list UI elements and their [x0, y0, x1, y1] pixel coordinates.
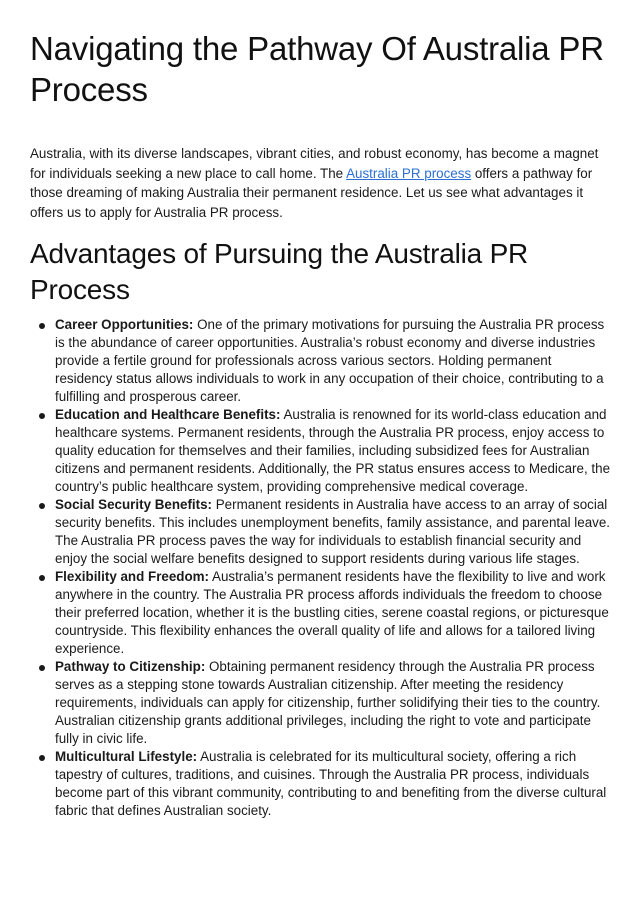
item-label: Social Security Benefits:	[55, 497, 213, 513]
item-label: Pathway to Citizenship:	[55, 659, 206, 675]
list-item-multicultural-lifestyle	[30, 748, 610, 820]
bullet-icon	[39, 755, 45, 761]
bullet-icon	[39, 503, 45, 509]
intro-text-after-link: offers a pathway for those dreaming of making Australia their permanent residence. Let us see what advantages it offers us to apply for Australia PR process.	[30, 165, 593, 220]
item-text: Australia is celebrated for its multicultural society, offering a rich tapestry of cultures, traditions, and cuisines. Through the Australia PR process, individuals become part of this vibrant community, contributing to and benefiting from the diverse cultural fabric that defines Australian society.	[55, 749, 607, 819]
item-text: Australia’s permanent residents have the flexibility to live and work anywhere in the country. The Australia PR process affords individuals the freedom to choose their preferred location, whether it is the bustling cities, serene coastal regions, or picturesque countryside. This flexibility enhances the overall quality of life and allows for a tailored living experience.	[55, 569, 609, 657]
item-label: Education and Healthcare Benefits:	[55, 407, 281, 423]
item-label: Flexibility and Freedom:	[55, 569, 210, 585]
list-item-pathway-citizenship	[30, 658, 610, 748]
list-item-social-security	[30, 496, 610, 568]
item-label: Career Opportunities:	[55, 317, 194, 333]
list-item-flexibility-freedom	[30, 568, 610, 658]
intro-text-before-link: Australia, with its diverse landscapes, vibrant cities, and robust economy, has become a magnet for individuals seeking a new place to call home. The	[30, 146, 599, 181]
list-item-education-healthcare	[30, 406, 610, 496]
document-page	[30, 28, 610, 820]
list-item-career-opportunities	[30, 316, 610, 406]
advantages-list	[30, 316, 610, 820]
bullet-icon	[39, 413, 45, 419]
bullet-icon	[39, 575, 45, 581]
item-text: Obtaining permanent residency through the Australia PR process serves as a stepping stone towards Australian citizenship. After meeting the residency requirements, individuals can apply for citizenship, further solidifying their ties to the country. Australian citizenship grants additional privileges, including the right to vote and participate fully in civic life.	[55, 659, 601, 747]
section-heading: Advantages of Pursuing the Australia PR Process	[30, 238, 529, 306]
item-label: Multicultural Lifestyle:	[55, 749, 198, 765]
page-title: Navigating the Pathway Of Australia PR Process	[30, 30, 604, 108]
bullet-icon	[39, 665, 45, 671]
bullet-icon	[39, 323, 45, 329]
item-text: Australia is renowned for its world-class education and healthcare systems. Permanent residents, through the Australia PR process, enjoy access to quality education for themselves and their families, including subsidized fees for Australian citizens and permanent residents. Additionally, the PR status ensures access to Medicare, the country’s public healthcare system, providing comprehensive medical coverage.	[55, 407, 611, 495]
australia-pr-process-link[interactable]: Australia PR process	[346, 165, 472, 181]
item-text: Permanent residents in Australia have access to an array of social security benefits. This includes unemployment benefits, family assistance, and parental leave. The Australia PR process paves the way for individuals to establish financial security and enjoy the social welfare benefits designed to support residents during various life stages.	[55, 497, 611, 567]
intro-paragraph	[30, 144, 610, 222]
item-text: One of the primary motivations for pursuing the Australia PR process is the abundance of career opportunities. Australia’s robust economy and diverse industries provide a fertile ground for professionals across various sectors. Holding permanent residency status allows individuals to work in any occupation of their choice, contributing to a fulfilling and prosperous career.	[55, 317, 605, 405]
